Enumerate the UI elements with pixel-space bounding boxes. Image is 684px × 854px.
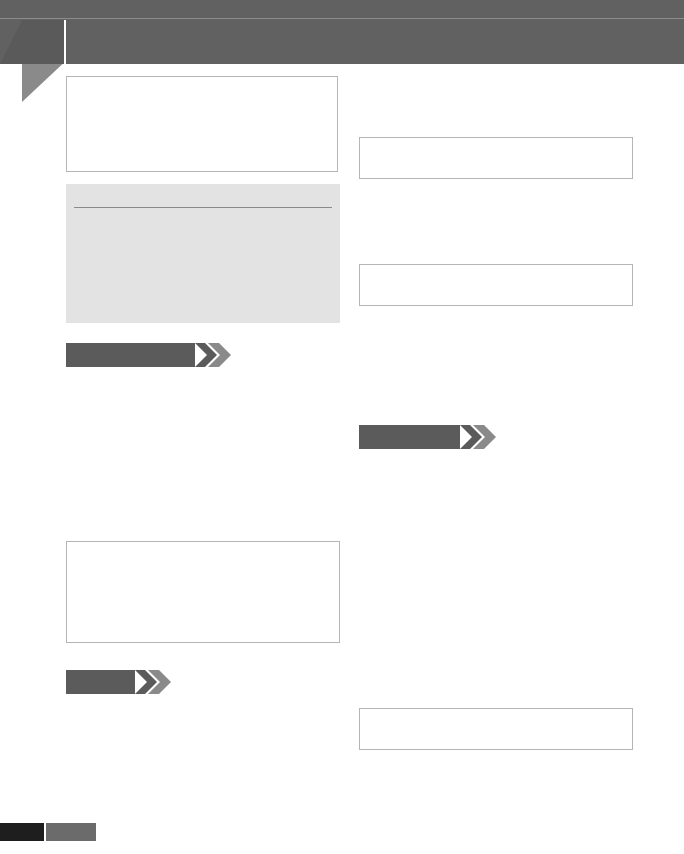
footer-unit	[46, 823, 96, 841]
page-header	[0, 0, 684, 64]
warmup-box	[66, 184, 340, 323]
skills-table	[66, 76, 338, 172]
answers-box-1	[359, 137, 633, 179]
banner-arrow-icon	[195, 343, 235, 367]
header-rule	[0, 18, 684, 19]
answers-box-3	[359, 708, 633, 750]
video-banner-label	[66, 670, 135, 694]
discussion-answers-box	[66, 541, 340, 643]
page-number	[0, 823, 44, 841]
listening-banner-label	[359, 425, 460, 449]
warmup-rule	[74, 207, 332, 208]
answers-box-2	[359, 264, 633, 306]
discussion-banner-label	[66, 343, 195, 367]
banner-arrow-icon	[135, 670, 175, 694]
banner-arrow-icon	[460, 425, 500, 449]
header-separator	[64, 20, 66, 64]
